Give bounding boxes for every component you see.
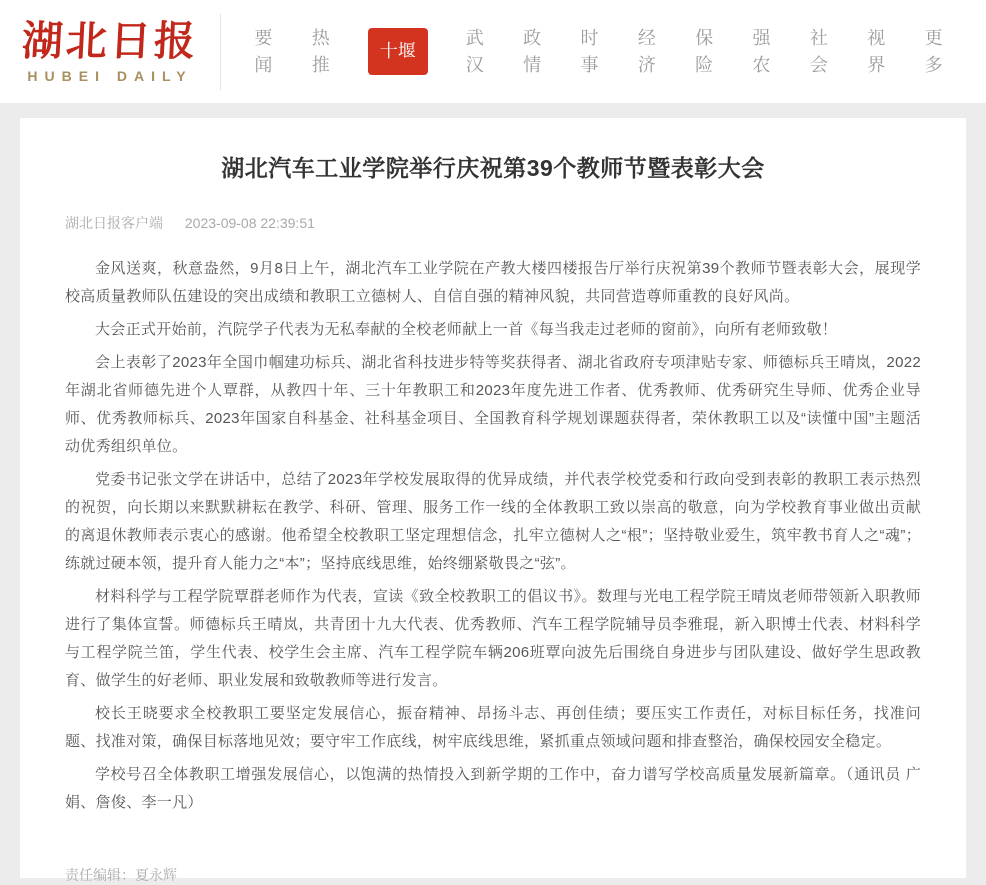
nav-item-shishi[interactable]: 时事: [580, 28, 599, 75]
site-header: [0, 0, 986, 103]
nav-item-shijie[interactable]: 视界: [867, 28, 886, 75]
nav-item-qiangnong[interactable]: 强农: [752, 28, 771, 75]
logo-chinese-wordmark: 湖北日报: [20, 17, 200, 64]
nav-item-zhengqing[interactable]: 政情: [523, 28, 542, 75]
article-datetime: 2023-09-08 22:39:51: [184, 215, 315, 231]
article-meta: [65, 213, 921, 233]
article-title: 湖北汽车工业学院举行庆祝第39个教师节暨表彰大会: [221, 155, 765, 181]
nav-item-gengduo[interactable]: 更多: [924, 28, 943, 75]
main-nav: [253, 25, 986, 77]
nav-item-baoxian[interactable]: 保险: [695, 28, 714, 75]
article-source: 湖北日报客户端: [65, 215, 163, 231]
article-paragraph: 会上表彰了2023年全国巾帼建功标兵、湖北省科技进步特等奖获得者、湖北省政府专项津贴专家、师德标兵王晴岚，2022年湖北省师德先进个人覃群，从教四十年、三十年教职工和2023年度先进工作者、优秀教师、优秀研究生导师、优秀企业导师、优秀教师标兵、2023年国家自科基金、社科基金项目、全国教育科学规划课题获得者，荣休教职工以及“读懂中国”主题活动优秀组织单位。: [65, 354, 921, 455]
editor-line: 责任编辑：夏永辉: [65, 867, 177, 883]
nav-item-shiyan[interactable]: 十堰: [368, 28, 428, 74]
article-paragraph: 校长王晓要求全校教职工要坚定发展信心，振奋精神、昂扬斗志、再创佳绩；要压实工作责任，对标目标任务，找准问题、找准对策，确保目标落地见效；要守牢工作底线，树牢底线思维，紧抓重点领域问题和排查整治，确保校园安全稳定。: [65, 705, 921, 750]
article-paragraph: 党委书记张文学在讲话中，总结了2023年学校发展取得的优异成绩，并代表学校党委和行政向受到表彰的教职工表示热烈的祝贺，向长期以来默默耕耘在教学、科研、管理、服务工作一线的全体教职工致以崇高的敬意，向为学校教育事业做出贡献的离退休教师表示衷心的感谢。他希望全校教职工坚定理想信念，扎牢立德树人之“根”；坚持敬业爱生，筑牢教书育人之“魂”；练就过硬本领，提升育人能力之“本”；坚持底线思维，始终绷紧敬畏之“弦”。: [65, 471, 921, 572]
nav-item-jingji[interactable]: 经济: [637, 28, 656, 75]
site-logo[interactable]: [22, 19, 198, 84]
nav-item-shehui[interactable]: 社会: [809, 28, 828, 75]
nav-item-yaowen[interactable]: 要闻: [254, 28, 273, 75]
article-paragraph: 材料科学与工程学院覃群老师作为代表，宣读《致全校教职工的倡议书》。数理与光电工程学院王晴岚老师带领新入职教师进行了集体宣誓。师德标兵王晴岚，共青团十九大代表、优秀教师、汽车工程学院辅导员李雅琨，新入职博士代表、材料科学与工程学院兰笛，学生代表、校学生会主席、汽车工程学院车辆206班覃向波先后围绕自身进步与团队建设、做好学生思政教育、做学生的好老师、职业发展和致敬教师等进行发言。: [65, 588, 921, 689]
header-divider: [220, 14, 221, 90]
nav-item-retui[interactable]: 热推: [311, 28, 330, 75]
article-card: [20, 118, 966, 883]
article-paragraph: 学校号召全体教职工增强发展信心，以饱满的热情投入到新学期的工作中，奋力谱写学校高质量发展新篇章。（通讯员 广娟、詹俊、李一凡）: [65, 766, 921, 811]
article-paragraph: 金风送爽，秋意盎然，9月8日上午，湖北汽车工业学院在产教大楼四楼报告厅举行庆祝第39个教师节暨表彰大会，展现学校高质量教师队伍建设的突出成绩和教职工立德树人、自信自强的精神风貌，共同营造尊师重教的良好风尚。: [65, 260, 921, 305]
article-body: [65, 255, 921, 817]
logo-english-wordmark: HUBEI DAILY: [27, 68, 193, 85]
article-paragraph: 大会正式开始前，汽院学子代表为无私奉献的全校老师献上一首《每当我走过老师的窗前》，向所有老师致敬！: [95, 321, 838, 338]
nav-item-wuhan[interactable]: 武汉: [465, 28, 484, 75]
